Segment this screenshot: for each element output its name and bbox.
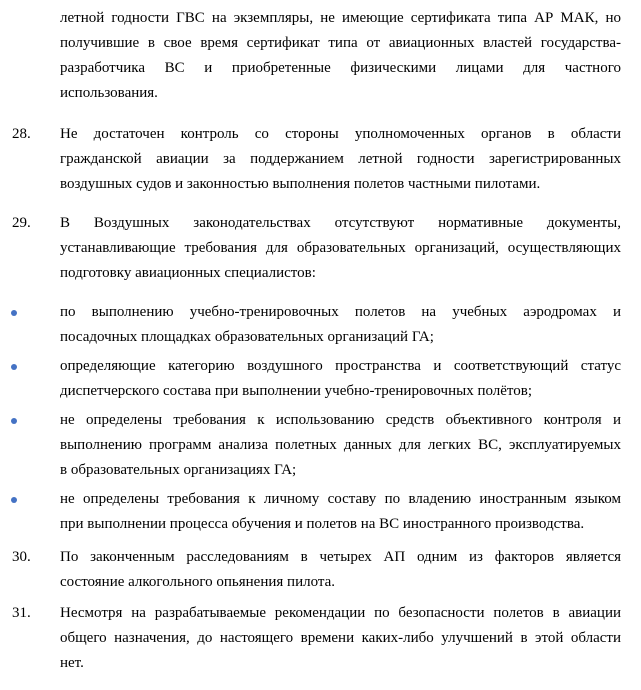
text-line: диспетчерского состава при выполнении учебно-тренировочных полётов; (60, 383, 533, 399)
item-number: 28. (12, 126, 31, 142)
text-line: Несмотря на разрабатываемые рекомендации по безопасности полетов в авиации (60, 605, 621, 621)
text-line: воздушных судов и законностью выполнения полетов частными пилотами. (60, 176, 541, 192)
text-line: подготовку авиационных специалистов: (60, 265, 316, 281)
text-line: Не достаточен контроль со стороны уполномоченных органов в области (60, 126, 621, 142)
text-line: посадочных площадках образовательных организаций ГА; (60, 329, 434, 345)
text-line: гражданской авиации за поддержанием летной годности зарегистрированных (60, 151, 621, 167)
item-number: 29. (12, 215, 31, 231)
text-line: в образовательных организациях ГА; (60, 462, 297, 478)
text-line: по выполнению учебно-тренировочных полетов на учебных аэродромах и (60, 304, 621, 320)
bullet-icon (11, 310, 17, 316)
bullet-icon (11, 418, 17, 424)
text-line: нет. (60, 655, 84, 671)
text-line: выполнению программ анализа полетных данных для легких ВС, эксплуатируемых (60, 437, 621, 453)
text-line: получившие в свое время сертификат типа от авиационных властей государства- (60, 35, 621, 51)
text-line: летной годности ГВС на экземпляры, не имеющие сертификата типа АР МАК, но (60, 10, 621, 26)
text-line: не определены требования к использованию средств объективного контроля и (60, 412, 621, 428)
text-line: использования. (60, 85, 158, 101)
text-line: По законченным расследованиям в четырех АП одним из факторов является (60, 549, 621, 565)
text-line: разработчика ВС и приобретенные физическими лицами для частного (60, 60, 621, 76)
text-line: общего назначения, до настоящего времени каких-либо улучшений в этой области (60, 630, 621, 646)
item-number: 30. (12, 549, 31, 565)
item-number: 31. (12, 605, 31, 621)
bullet-icon (11, 364, 17, 370)
text-line: определяющие категорию воздушного пространства и соответствующий статус (60, 358, 621, 374)
bullet-icon (11, 497, 17, 503)
text-line: состояние алкогольного опьянения пилота. (60, 574, 336, 590)
text-line: не определены требования к личному составу по владению иностранным языком (60, 491, 621, 507)
text-line: при выполнении процесса обучения и полетов на ВС иностранного производства. (60, 516, 585, 532)
text-line: В Воздушных законодательствах отсутствуют нормативные документы, (60, 215, 621, 231)
text-line: устанавливающие требования для образовательных организаций, осуществляющих (60, 240, 621, 256)
